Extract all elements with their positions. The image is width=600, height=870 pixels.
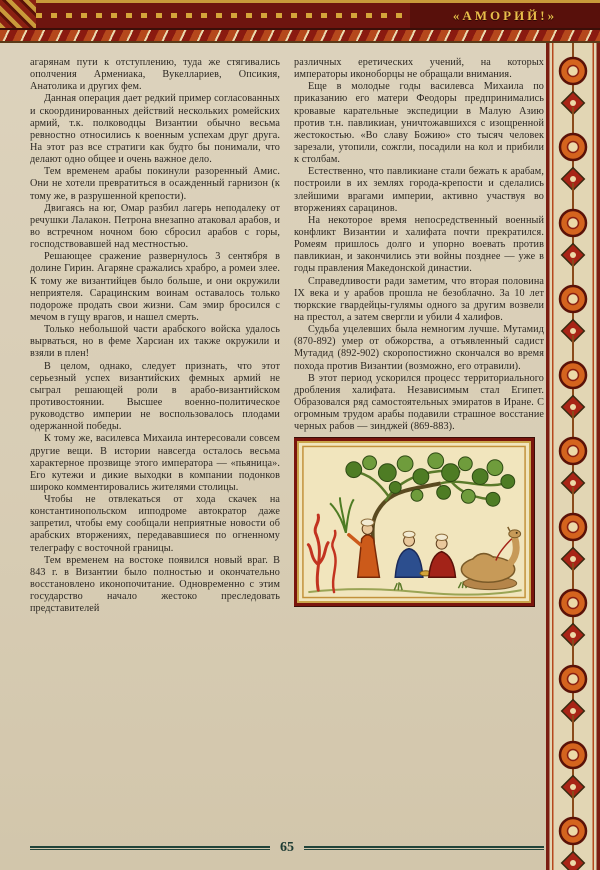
right-column	[294, 57, 544, 839]
page-footer	[30, 840, 544, 856]
paragraph: На некоторое время непосредственный военный конфликт Византии и халифата почти прекратился. Ромеям пришлось долго и упорно воевать против павликиан, и закончились эти войны позднее — уже в годы правления Македонской династии.	[294, 214, 544, 275]
paragraph: В целом, однако, следует признать, что этот серьезный успех византийских фемных армий не сыграл решающей роли в арабо-византийском противостоянии. Высшее военно-политическое руководство империи не воспользовалось плодами одержанной победы.	[30, 360, 280, 433]
ornament-strip-icon	[546, 43, 600, 870]
gold-dash-band	[36, 0, 410, 30]
paragraph: Решающее сражение развернулось 3 сентября в долине Гирин. Агаряне сражались храбро, а ромеи злее. К тому же византийцев было больше, и они окружили неприятеля. Сарацинским воинам оставалось только подороже продать свои жизни. Сам эмир бросился с мечом в гущу врагов, и нашел смерть.	[30, 251, 280, 323]
paragraph: Тем временем на востоке появился новый враг. В 843 г. в Византии было полностью и окончательно восстановлено иконопочитание. Одновременно с этим государство начало жестоко преследовать представителей	[30, 554, 280, 615]
paragraph: Данная операция дает редкий пример согласованных и скоординированных действий нескольких ромейских армий, т.к. полководцы Византии обычно весьма ревностно относились к военным успехам друг друга. На этот раз все стратиги как будто бы понимали, что делают одно общее и очень важное дело.	[30, 93, 280, 166]
paragraph: Справедливости ради заметим, что вторая половина IX века и у арабов прошла не безоблачно. За 10 лет тюркские гвардейцы-гулямы одного за другим возвели на престол, а затем свергли и убили 4 халифов.	[294, 275, 544, 323]
miniature-illustration	[294, 438, 534, 606]
corner-ornament-icon	[0, 0, 36, 30]
paragraph: К тому же, василевса Михаила интересовали совсем другие вещи. В истории навсегда осталось весьма характерное прозвище этого императора — «пьяница». Его кутежи и дикие выходки в компании подонков широко комментировались жителями столицы.	[30, 433, 280, 493]
paragraph: Тем временем арабы покинули разоренный Амис. Они не хотели превратиться в осажденный гарнизон (к тому же, в разрушенной крепости).	[30, 166, 280, 202]
paragraph: Только небольшой части арабского войска удалось вырваться, но в феме Харсиан их также окружили и взяли в плен!	[30, 324, 280, 360]
page-number: 65	[280, 840, 294, 855]
paragraph: Судьба уцелевших была немногим лучше. Мутамид (870-892) умер от обжорства, а отъявленный садист Мутадид (892-902) скоропостижно скончался во время похода против Византии (возможно, его отравили).	[294, 324, 544, 372]
page-body	[30, 57, 544, 839]
left-column	[30, 57, 280, 839]
footer-rule-left	[30, 846, 270, 850]
miniature-scene-icon	[300, 444, 528, 600]
paragraph: агарянам пути к отступлению, туда же стягивались ополчения Армениака, Вукеллариев, Опсикия, Анатолика и других фем.	[30, 57, 280, 93]
footer-rule-right	[304, 846, 544, 850]
paragraph: В этот период ускорился процесс территориального дробления халифата. Независимым стал Египет. Образовался ряд самостоятельных эмиратов в Иране. С огромным трудом арабы подавили страшное восстание черных рабов — зинджей (869-883).	[294, 372, 544, 433]
zigzag-band	[0, 30, 600, 43]
right-decorative-border	[546, 43, 600, 870]
paragraph: Чтобы не отвлекаться от хода скачек на константинопольском ипподроме автократор даже запретил, чтобы ему сообщали неприятные новости об арабских вторжениях, передававшиеся по огненному телеграфу с восточной границы.	[30, 494, 280, 554]
paragraph: Двигаясь на юг, Омар разбил лагерь неподалеку от речушки Лалакон. Петрона внезапно атаковал арабов, и во встречном ночном бою сбросил арабов с горы, господствовавшей над местностью.	[30, 202, 280, 251]
top-decorative-border	[0, 0, 600, 30]
right-column-text	[294, 57, 544, 433]
paragraph: Еще в молодые годы василевса Михаила по приказанию его матери Феодоры предпринимались кровавые карательные экспедиции в Малую Азию против т.н. павликиан, уничтожавшихся с изощренной жестокостью. «Во славу Божию» сто тысяч человек зарезали, утопили, сожгли, посадили на кол и прибили к столбам.	[294, 81, 544, 166]
chapter-title: «АМОРИЙ!»	[410, 0, 600, 30]
paragraph: различных еретических учений, на которых императоры иконоборцы не обращали внимания.	[294, 57, 544, 81]
paragraph: Естественно, что павликиане стали бежать к арабам, построили в их землях города-крепости и сделались злейшими врагами империи, активно участвуя во вторжениях сарацинов.	[294, 166, 544, 214]
